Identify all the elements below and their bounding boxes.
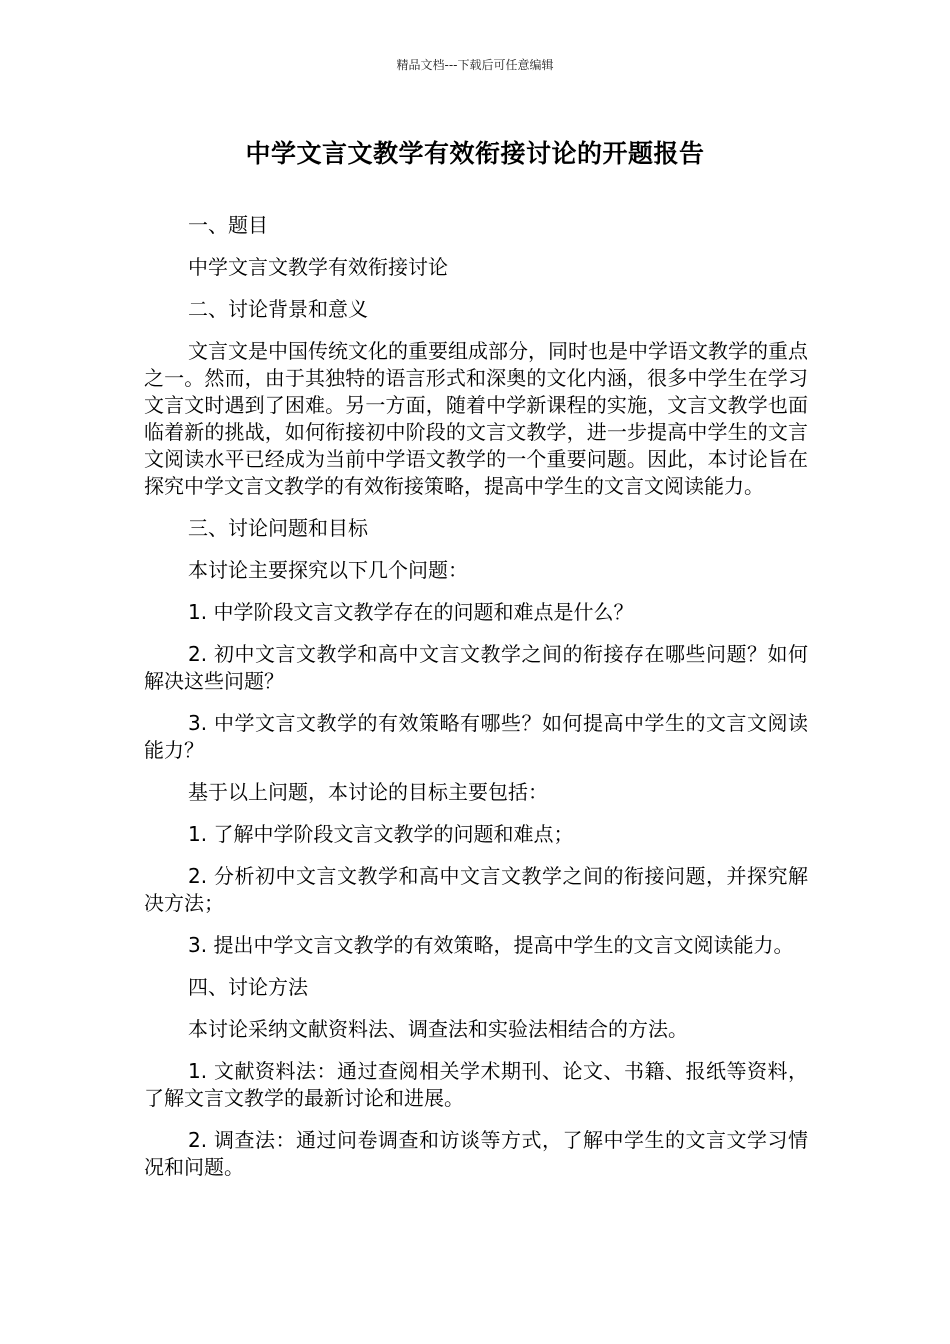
- list-item: 2. 调查法：通过问卷调查和访谈等方式，了解中学生的文言文学习情况和问题。: [144, 1128, 808, 1179]
- paragraph: 中学文言文教学有效衔接讨论: [188, 255, 448, 279]
- section-heading-questions: 三、讨论问题和目标: [188, 516, 368, 540]
- section-heading-topic: 一、题目: [188, 213, 268, 237]
- list-item: 3. 中学文言文教学的有效策略有哪些？如何提高中学生的文言文阅读能力？: [144, 711, 808, 762]
- document-title: 中学文言文教学有效衔接讨论的开题报告: [245, 139, 705, 168]
- list-item: 2. 初中文言文教学和高中文言文教学之间的衔接存在哪些问题？如何解决这些问题？: [144, 642, 808, 693]
- paragraph: 本讨论主要探究以下几个问题：: [188, 558, 468, 582]
- section-heading-background: 二、讨论背景和意义: [188, 297, 368, 321]
- paragraph: 基于以上问题，本讨论的目标主要包括：: [188, 780, 548, 804]
- list-item: 1. 了解中学阶段文言文教学的问题和难点；: [188, 822, 574, 846]
- paragraph: 文言文是中国传统文化的重要组成部分，同时也是中学语文教学的重点之一。然而，由于其独特的语言形式和深奥的文化内涵，很多中学生在学习文言文时遇到了困难。另一方面，随着中学新课程的实施，文言文教学也面临着新的挑战，如何衔接初中阶段的文言文教学，进一步提高中学生的文言文阅读水平已经成为当前中学语文教学的一个重要问题。因此，本讨论旨在探究中学文言文教学的有效衔接策略，提高中学生的文言文阅读能力。: [144, 339, 808, 498]
- header-note: 精品文档---下载后可任意编辑: [396, 58, 554, 72]
- list-item: 2. 分析初中文言文教学和高中文言文教学之间的衔接问题，并探究解决方法；: [144, 864, 808, 915]
- document-body: [144, 212, 808, 1196]
- section-heading-methods: 四、讨论方法: [188, 975, 308, 999]
- list-item: 3. 提出中学文言文教学的有效策略，提高中学生的文言文阅读能力。: [188, 933, 794, 957]
- paragraph: 本讨论采纳文献资料法、调查法和实验法相结合的方法。: [188, 1017, 688, 1041]
- list-item: 1. 中学阶段文言文教学存在的问题和难点是什么？: [188, 600, 634, 624]
- list-item: 1. 文献资料法：通过查阅相关学术期刊、论文、书籍、报纸等资料，了解文言文教学的最新讨论和进展。: [144, 1059, 808, 1110]
